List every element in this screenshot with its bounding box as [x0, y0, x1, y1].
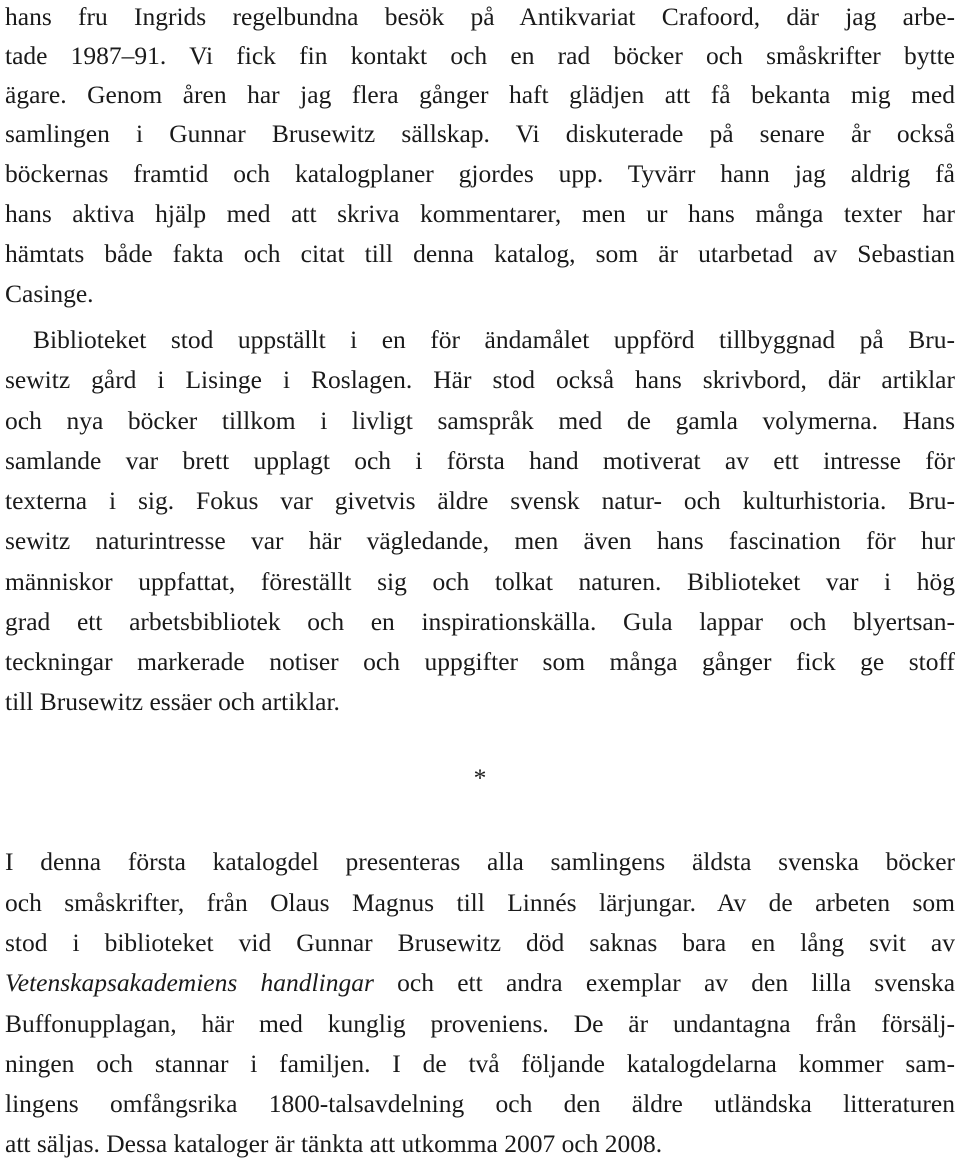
section-separator-asterisk: * — [473, 763, 487, 792]
paragraph-2-line-4: samlande var brett upplagt och i första hand motiverat av ett intresse för — [5, 446, 955, 475]
paragraph-1-line-2: tade 1987–91. Vi fick fin kontakt och en rad böcker och småskrifter bytte — [5, 41, 955, 70]
paragraph-1-line-1: hans fru Ingrids regelbundna besök på Antikvariat Crafoord, där jag arbe- — [5, 2, 955, 31]
paragraph-2-line-3: och nya böcker tillkom i livligt samspråk med de gamla volymerna. Hans — [5, 406, 955, 435]
paragraph-3-line-6: ningen och stannar i familjen. I de två följande katalogdelarna kommer sam- — [5, 1049, 955, 1078]
paragraph-3-line-2: och småskrifter, från Olaus Magnus till Linnés lärjungar. Av de arbeten som — [5, 888, 955, 917]
paragraph-3-line-8: att säljas. Dessa kataloger är tänkta att utkomma 2007 och 2008. — [5, 1129, 663, 1158]
paragraph-1-line-6: hans aktiva hjälp med att skriva kommentarer, men ur hans många texter har — [5, 199, 955, 228]
paragraph-3-line-7: lingens omfångsrika 1800-talsavdelning och den äldre utländska litteraturen — [5, 1089, 955, 1118]
paragraph-2-line-5: texterna i sig. Fokus var givetvis äldre svensk natur- och kulturhistoria. Bru- — [5, 486, 955, 515]
paragraph-1-line-4: samlingen i Gunnar Brusewitz sällskap. Vi diskuterade på senare år också — [5, 119, 955, 148]
paragraph-2-line-2: sewitz gård i Lisinge i Roslagen. Här stod också hans skrivbord, där artiklar — [5, 365, 955, 394]
paragraph-2-line-6: sewitz naturintresse var här vägledande, men även hans fascination för hur — [5, 526, 955, 555]
paragraph-3-line-1: I denna första katalogdel presenteras alla samlingens äldsta svenska böcker — [5, 847, 955, 876]
paragraph-2-line-10: till Brusewitz essäer och artiklar. — [5, 687, 340, 716]
paragraph-1-line-5: böckernas framtid och katalogplaner gjordes upp. Tyvärr hann jag aldrig få — [5, 159, 955, 188]
paragraph-3-line-4 — [5, 963, 955, 1003]
paragraph-1-line-3: ägare. Genom åren har jag flera gånger haft glädjen att få bekanta mig med — [5, 80, 955, 109]
paragraph-3-line-4-rest: och ett andra exemplar av den lilla svenska — [373, 968, 956, 997]
paragraph-3-line-3: stod i biblioteket vid Gunnar Brusewitz död saknas bara en lång svit av — [5, 928, 955, 957]
paragraph-1-line-7: hämtats både fakta och citat till denna katalog, som är utarbetad av Sebastian — [5, 239, 955, 268]
paragraph-3-line-5: Buffonupplagan, här med kunglig proveniens. De är undantagna från försälj- — [5, 1009, 955, 1038]
paragraph-1-line-8: Casinge. — [5, 279, 94, 308]
paragraph-2-line-1: Biblioteket stod uppställt i en för ändamålet uppförd tillbyggnad på Bru- — [33, 325, 955, 354]
italic-title-vetenskapsakademiens-handlingar: Vetenskapsakademiens handlingar — [5, 968, 374, 997]
paragraph-2-line-9: teckningar markerade notiser och uppgifter som många gånger fick ge stoff — [5, 647, 955, 676]
paragraph-2-line-8: grad ett arbetsbibliotek och en inspirationskälla. Gula lappar och blyertsan- — [5, 607, 955, 636]
paragraph-2-line-7: människor uppfattat, föreställt sig och tolkat naturen. Biblioteket var i hög — [5, 567, 955, 596]
